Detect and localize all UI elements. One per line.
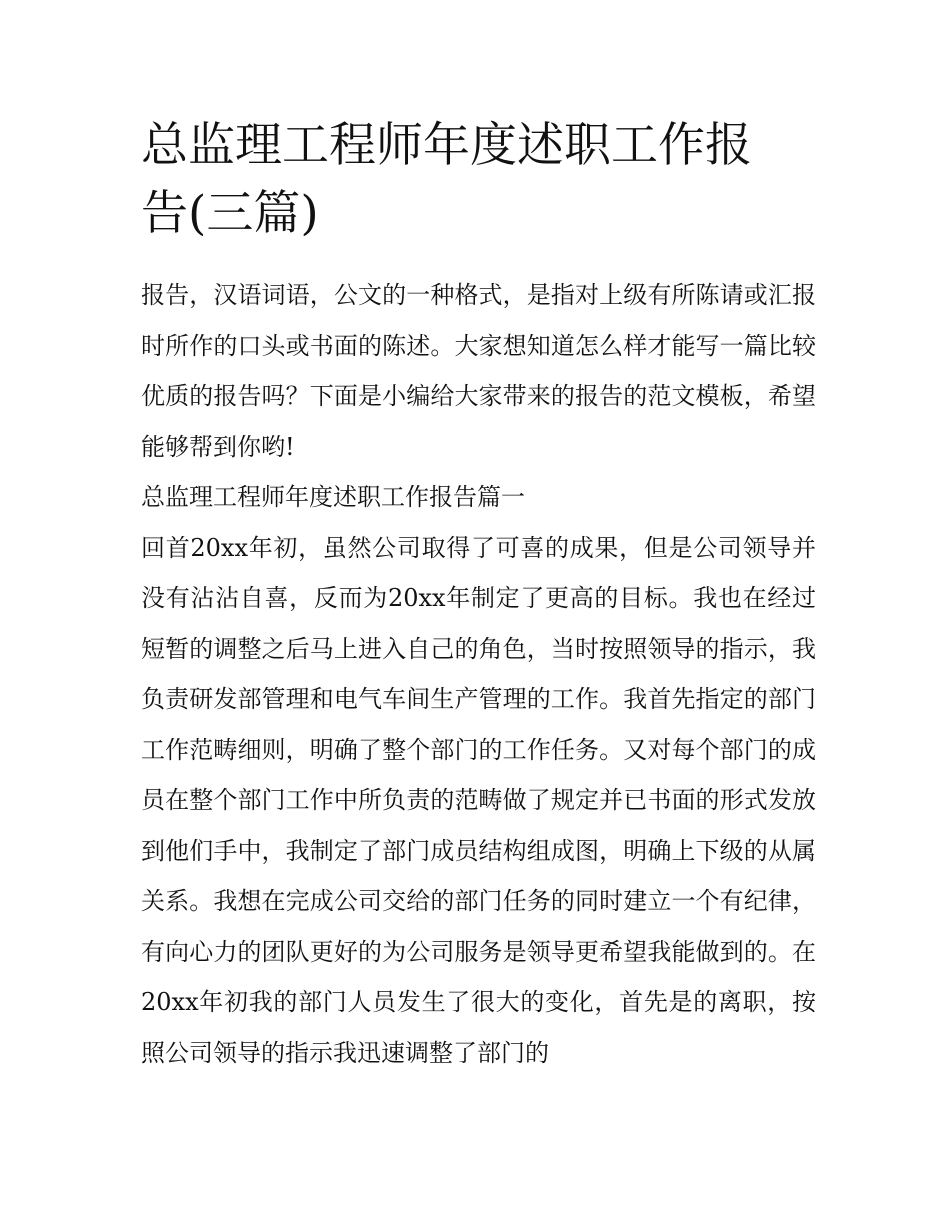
intro-paragraph: 报告，汉语词语，公文的一种格式，是指对上级有所陈请或汇报时所作的口头或书面的陈述。大家想知道怎么样才能写一篇比较优质的报告吗？下面是小编给大家带来的报告的范文模板，希望能够帮到你哟! bbox=[141, 281, 816, 461]
document-title: 总监理工程师年度述职工作报告(三篇) bbox=[141, 118, 752, 241]
document-content bbox=[141, 112, 816, 1078]
body-paragraph: 回首20xx年初，虽然公司取得了可喜的成果，但是公司领导并没有沾沾自喜，反而为20xx年制定了更高的目标。我也在经过短暂的调整之后马上进入自己的角色，当时按照领导的指示，我负责研发部管理和电气车间生产管理的工作。我首先指定的部门工作范畴细则，明确了整个部门的工作任务。又对每个部门的成员在整个部门工作中所负责的范畴做了规定并已书面的形式发放到他们手中，我制定了部门成员结构组成图，明确上下级的从属关系。我想在完成公司交给的部门任务的同时建立一个有纪律，有向心力的团队更好的为公司服务是领导更希望我能做到的。在20xx年初我的部门人员发生了很大的变化，首先是的离职，按照公司领导的指示我迅速调整了部门的 bbox=[141, 533, 816, 1067]
section-heading: 总监理工程师年度述职工作报告篇一 bbox=[141, 483, 525, 511]
